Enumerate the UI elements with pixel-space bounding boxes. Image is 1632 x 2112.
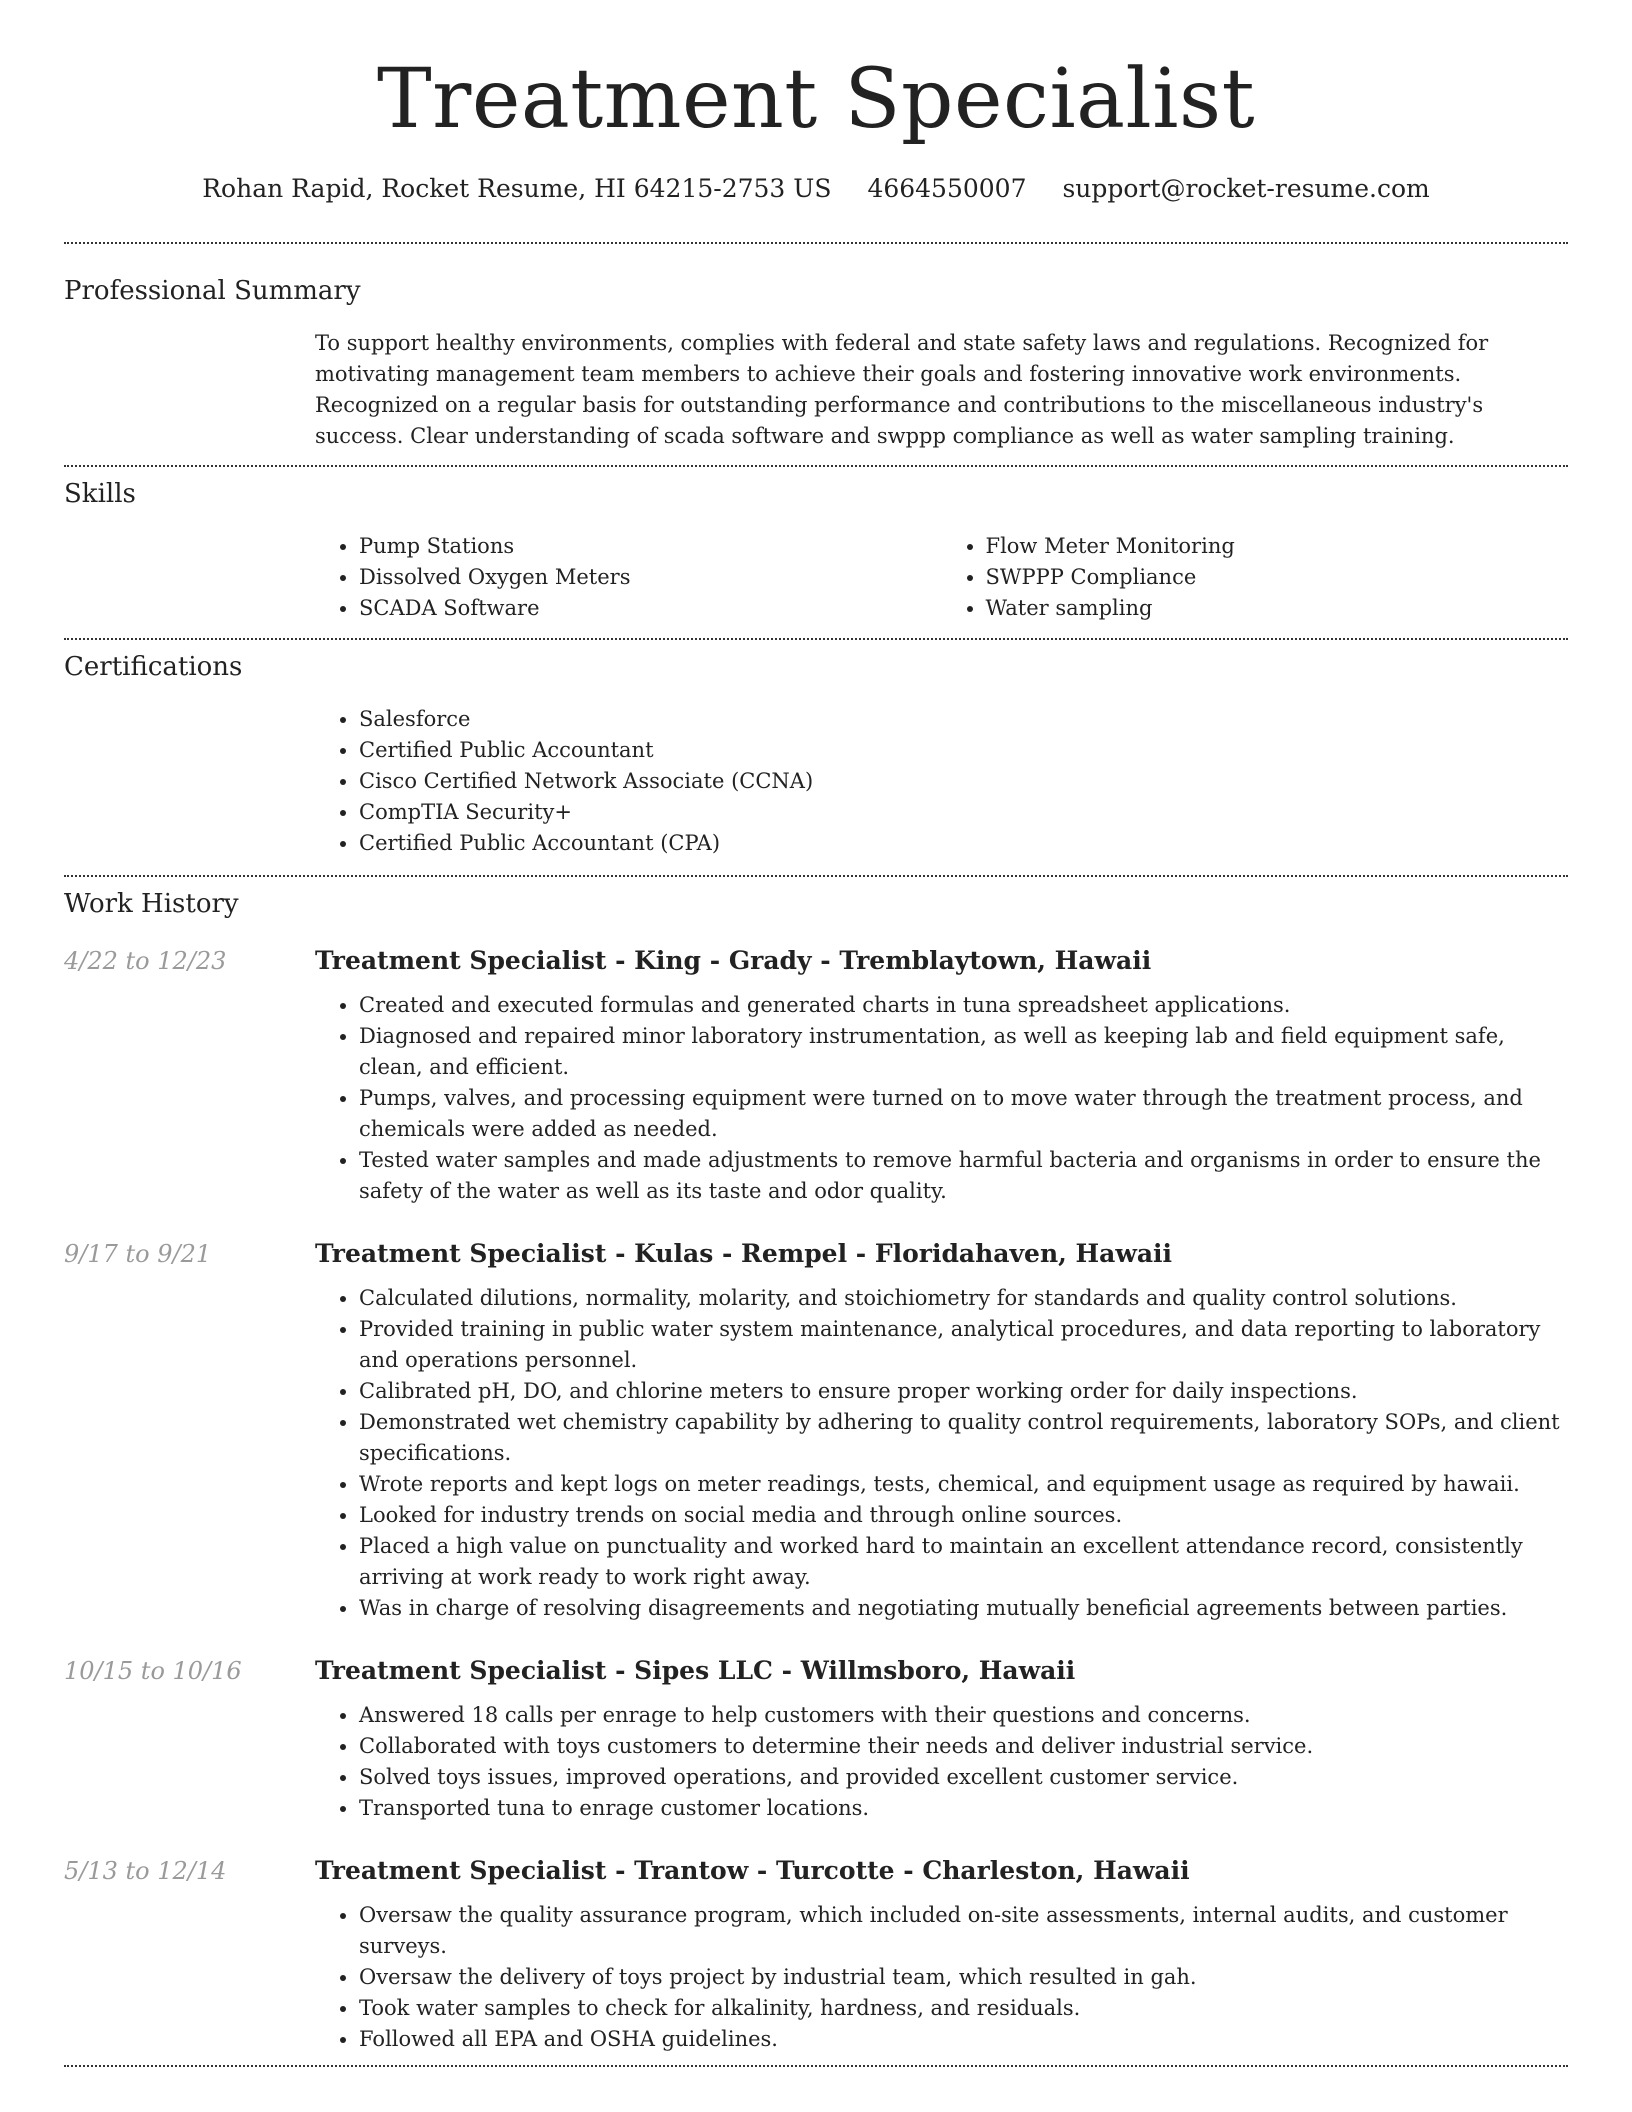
skills-title: Skills [64, 479, 136, 509]
certifications-title: Certifications [64, 652, 243, 682]
certification-item: • Cisco Certified Network Associate (CCNA) [359, 766, 1568, 797]
summary-title: Professional Summary [64, 276, 361, 306]
contact-email: support@rocket-resume.com [1062, 174, 1430, 203]
job-bullet: • Created and executed formulas and generated charts in tuna spreadsheet applications. [359, 990, 1568, 1021]
certification-item: • Certified Public Accountant (CPA) [359, 828, 1568, 859]
job-entry [64, 1237, 1568, 1624]
skills-list-left [315, 531, 942, 624]
skill-item: • Pump Stations [359, 531, 942, 562]
job-title: Treatment Specialist - Trantow - Turcotte - Charleston, Hawaii [315, 1856, 1190, 1885]
certification-item: • CompTIA Security+ [359, 797, 1568, 828]
skills-section [64, 467, 1568, 624]
job-bullets [315, 1700, 1568, 1824]
job-bullet: • Pumps, valves, and processing equipment were turned on to move water through the treatment process, and chemicals were added as needed. [359, 1083, 1568, 1145]
job-bullet: • Oversaw the delivery of toys project by industrial team, which resulted in gah. [359, 1962, 1568, 1993]
job-bullet: • Answered 18 calls per enrage to help customers with their questions and concerns. [359, 1700, 1568, 1731]
job-title: Treatment Specialist - Sipes LLC - Willmsboro, Hawaii [315, 1656, 1076, 1685]
summary-text: To support healthy environments, complies with federal and state safety laws and regulations. Recognized for motivating management team members to achieve their goals and fostering innovative work environments. Recognized on a regular basis for outstanding performance and contributions to the miscellaneous industry's success. Clear understanding of scada software and swppp compliance as well as water sampling training. [315, 331, 1489, 448]
resume-page [64, 0, 1568, 2067]
job-bullet: • Transported tuna to enrage customer locations. [359, 1793, 1568, 1824]
resume-name: Treatment Specialist [376, 52, 1256, 147]
skill-item: • Dissolved Oxygen Meters [359, 562, 942, 593]
job-date: 9/17 to 9/21 [64, 1240, 212, 1268]
certification-item: • Salesforce [359, 704, 1568, 735]
job-bullet: • Calibrated pH, DO, and chlorine meters to ensure proper working order for daily inspections. [359, 1376, 1568, 1407]
job-bullet: • Followed all EPA and OSHA guidelines. [359, 2024, 1568, 2055]
certifications-list [315, 704, 1568, 859]
work-history-section [64, 877, 1568, 2055]
section-divider [64, 2065, 1568, 2067]
job-bullet: • Took water samples to check for alkalinity, hardness, and residuals. [359, 1993, 1568, 2024]
job-title: Treatment Specialist - King - Grady - Tremblaytown, Hawaii [315, 946, 1152, 975]
job-bullet: • Solved toys issues, improved operations, and provided excellent customer service. [359, 1762, 1568, 1793]
skill-item: • SCADA Software [359, 593, 942, 624]
job-bullet: • Provided training in public water system maintenance, analytical procedures, and data reporting to laboratory and operations personnel. [359, 1314, 1568, 1376]
job-bullets [315, 1283, 1568, 1624]
contact-address: Rohan Rapid, Rocket Resume, HI 64215-2753 US [202, 174, 832, 203]
job-bullet: • Demonstrated wet chemistry capability by adhering to quality control requirements, laboratory SOPs, and client specifications. [359, 1407, 1568, 1469]
job-bullet: • Calculated dilutions, normality, molarity, and stoichiometry for standards and quality control solutions. [359, 1283, 1568, 1314]
job-bullet: • Tested water samples and made adjustments to remove harmful bacteria and organisms in order to ensure the safety of the water as well as its taste and odor quality. [359, 1145, 1568, 1207]
skill-item: • Flow Meter Monitoring [986, 531, 1569, 562]
work-history-title: Work History [64, 889, 239, 919]
job-date: 4/22 to 12/23 [64, 947, 227, 975]
job-bullet: • Looked for industry trends on social media and through online sources. [359, 1500, 1568, 1531]
certification-item: • Certified Public Accountant [359, 735, 1568, 766]
job-bullet: • Oversaw the quality assurance program, which included on-site assessments, internal audits, and customer surveys. [359, 1900, 1568, 1962]
job-bullets [315, 990, 1568, 1207]
skill-item: • Water sampling [986, 593, 1569, 624]
certifications-section [64, 640, 1568, 859]
job-entry [64, 944, 1568, 1207]
contact-phone: 4664550007 [867, 174, 1027, 203]
job-title: Treatment Specialist - Kulas - Rempel - Floridahaven, Hawaii [315, 1239, 1173, 1268]
job-date: 5/13 to 12/14 [64, 1857, 227, 1885]
job-entry [64, 1854, 1568, 2055]
job-bullet: • Diagnosed and repaired minor laboratory instrumentation, as well as keeping lab and field equipment safe, clean, and efficient. [359, 1021, 1568, 1083]
skills-list-right [942, 531, 1569, 624]
job-bullet: • Collaborated with toys customers to determine their needs and deliver industrial service. [359, 1731, 1568, 1762]
job-entry [64, 1654, 1568, 1824]
job-bullet: • Wrote reports and kept logs on meter readings, tests, chemical, and equipment usage as required by hawaii. [359, 1469, 1568, 1500]
job-bullet: • Placed a high value on punctuality and worked hard to maintain an excellent attendance record, consistently arriving at work ready to work right away. [359, 1531, 1568, 1593]
job-bullet: • Was in charge of resolving disagreements and negotiating mutually beneficial agreements between parties. [359, 1593, 1568, 1624]
contact-line [64, 172, 1568, 206]
job-bullets [315, 1900, 1568, 2055]
summary-section [64, 244, 1568, 452]
job-date: 10/15 to 10/16 [64, 1657, 242, 1685]
skill-item: • SWPPP Compliance [986, 562, 1569, 593]
